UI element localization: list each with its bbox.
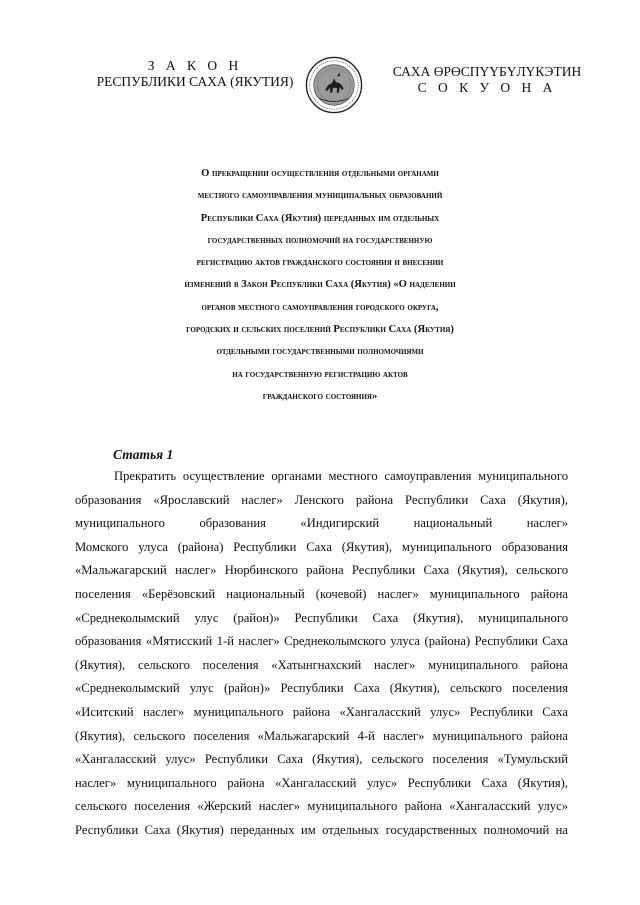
article-heading: Статья 1 <box>113 447 174 462</box>
title-line: Республики Саха (Якутия) переданных им отдельных <box>200 212 440 224</box>
body-line: Момского улуса (района) Республики Саха (Якутия), муниципального образования <box>75 539 568 554</box>
body-line: Прекратить осуществление органами местного самоуправления муниципального <box>114 469 568 483</box>
header-left <box>95 58 295 90</box>
body-line: «Хангаласский улус» Республики Саха (Якутия), сельского поселения «Тумульский <box>75 752 568 767</box>
body-line: образования «Мятисский 1-й наслег» Среднеколымского улуса (района) Республики Саха <box>75 634 568 649</box>
body-line: муниципального образования «Индигирский национальный наслег» <box>75 516 568 531</box>
body-line: Республики Саха (Якутия) переданных им отдельных государственных полномочий на <box>75 822 568 837</box>
coat-of-arms-icon <box>305 56 363 114</box>
title-line: на государственную регистрацию актов <box>232 368 408 380</box>
body-line: «Иситский наслег» муниципального района «Хангаласский улус» Республики Саха <box>75 704 568 719</box>
title-line: органов местного самоуправления городского округа, <box>201 301 439 313</box>
body-line: «Среднеколымский улус (район)» Республики Саха (Якутия), сельского поселения <box>75 681 568 696</box>
header-republic-sakha-label: САХА ӨРӨСПҮҮБҮЛҮКЭТИН <box>392 64 582 79</box>
article-body <box>75 465 568 843</box>
header-sokuona-label: С О К У О Н А <box>417 80 557 95</box>
title-line: О прекращении осуществления отдельными органами <box>201 168 439 179</box>
title-line: городских и сельских поселений Республики Саха (Якутия) <box>186 324 454 336</box>
law-title <box>100 163 540 408</box>
title-line: гражданского состояния» <box>262 390 378 402</box>
title-line: государственных полномочий на государственную <box>207 234 433 246</box>
body-line: образования «Ярославский наслег» Ленского района Республики Саха (Якутия), <box>75 492 568 507</box>
body-line: поселения «Берёзовский национальный (кочевой) наслег» муниципального района <box>75 586 568 601</box>
body-line: (Якутия), сельского поселения «Хатынгнахский наслег» муниципального района <box>75 657 568 672</box>
body-line: «Среднеколымский улус (район)» Республики Саха (Якутия), муниципального <box>75 610 568 625</box>
header-republic-label: РЕСПУБЛИКИ САХА (ЯКУТИЯ) <box>96 74 294 89</box>
title-line: регистрацию актов гражданского состояния и внесении <box>196 257 444 269</box>
body-line: (Якутия), сельского поселения «Мальжагарский 4-й наслег» муниципального района <box>75 728 568 743</box>
body-line: «Мальжагарский наслег» Нюрбинского района Республики Саха (Якутия), сельского <box>75 563 568 578</box>
body-line: наслег» муниципального района «Хангаласский улус» Республики Саха (Якутия), <box>75 775 568 790</box>
title-line: отдельными государственными полномочиями <box>216 346 424 358</box>
title-line: местного самоуправления муниципальных образований <box>197 190 443 202</box>
header-right <box>392 64 582 96</box>
title-line: изменений в Закон Республики Саха (Якутия) «О наделении <box>184 279 456 291</box>
header-law-label: З А К О Н <box>147 58 243 73</box>
body-line: сельского поселения «Жерский наслег» муниципального района «Хангаласский улус» <box>75 799 568 814</box>
